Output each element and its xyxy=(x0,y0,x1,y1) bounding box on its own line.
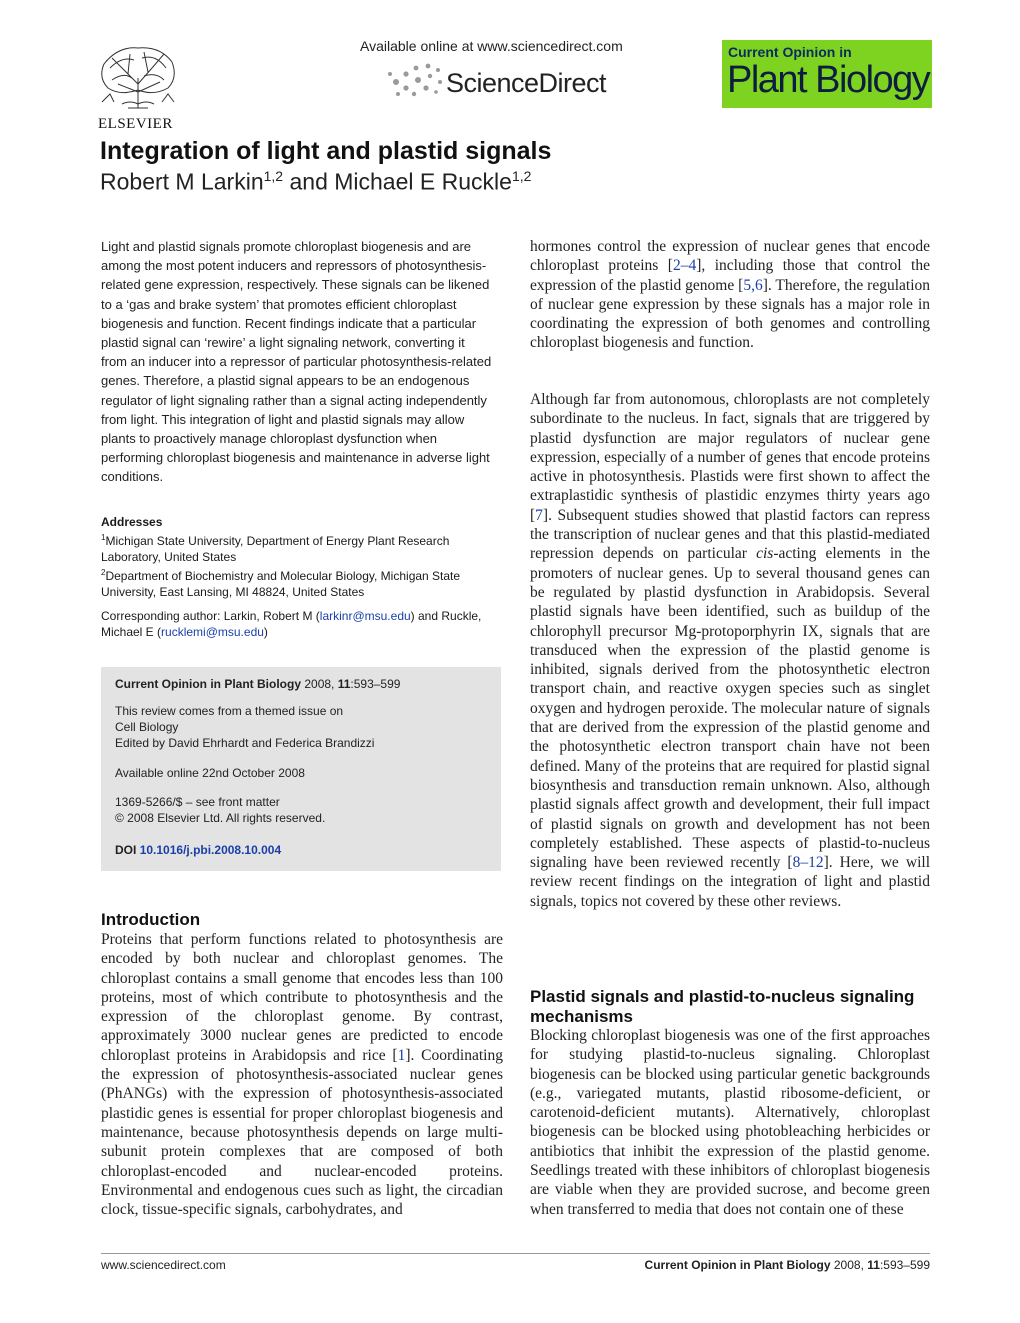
corresponding-middle: ) and Ruckle, Michael E ( xyxy=(101,609,482,639)
doi-line xyxy=(115,842,281,858)
paragraph-text: ]. Therefore, the regulation of nuclear gene expression by these signals has a major role in coordinating the expression of both genomes and controlling chloroplast biogenesis and function. xyxy=(530,276,931,352)
themed-issue-topic: Cell Biology xyxy=(115,720,179,734)
author-affiliation-sup: 1,2 xyxy=(263,168,284,184)
themed-issue-editors: Edited by David Ehrhardt and Federica Brandizzi xyxy=(115,736,375,750)
reference-link[interactable]: 2–4 xyxy=(672,257,697,275)
address-item xyxy=(101,565,501,600)
paragraph-text: Although far from autonomous, chloroplasts are not completely subordinate to the nucleus. In fact, signals that are triggered by plastid dysfunction are major regulators of nuclear gene expression, especially of a number of genes that encode proteins active in photosynthesis. Plastids were first shown to affect the extraplastidic synthesis of plastidic enzymes thirty years ago [ xyxy=(530,391,930,524)
author-conjunction: and xyxy=(289,168,328,195)
article-authors xyxy=(100,168,531,196)
paragraph-text: hormones control the expression of nuclear genes that encode chloroplast proteins [ xyxy=(530,238,930,275)
abstract: Light and plastid signals promote chloroplast biogenesis and are among the most potent inducers and repressors of photosynthesis-related gene expression, respectively. These signals can be likened to a ‘gas and brake system’ that promotes efficient chloroplast biogenesis and function. Recent findings indicate that a particular plastid signal can ‘rewire’ a light signaling network, converting it from an inducer into a repressor of particular photosynthesis-related genes. Therefore, a plastid signal appears to be an endogenous regulator of light signaling rather than a signal acting independently from light. This integration of light and plastid signals may allow plants to proactively manage chloroplast dysfunction when performing chloroplast biogenesis and maintenance in adverse light conditions. xyxy=(101,239,492,485)
citation-journal: Current Opinion in Plant Biology xyxy=(115,677,301,691)
paragraph-text: ], including those that control the expression of the plastid genome [ xyxy=(530,257,930,294)
footer-pages: :593–599 xyxy=(879,1258,930,1272)
body-paragraph xyxy=(530,390,930,911)
reference-link[interactable]: 1 xyxy=(397,1046,406,1064)
journal-logo-line1: Current Opinion in xyxy=(728,44,852,60)
footer-year: 2008, xyxy=(833,1258,864,1272)
elsevier-logo xyxy=(98,44,180,132)
italic-term: cis xyxy=(756,545,774,563)
article-title: Integration of light and plastid signals xyxy=(100,137,552,165)
addresses xyxy=(101,514,501,600)
citation-year: 2008, xyxy=(304,677,335,691)
corresponding-author xyxy=(101,608,501,640)
address-text: Department of Biochemistry and Molecular Biology, Michigan State University, East Lansing, MI 48824, United States xyxy=(101,569,461,599)
paragraph-text: ]. Subsequent studies showed that plastid factors can repress the transcription of nuclear genes and that this plastid-mediated repression depends on particular xyxy=(530,506,930,563)
address-sup: 2 xyxy=(101,568,106,577)
address-item xyxy=(101,530,501,565)
available-online-text: Available online at www.sciencedirect.com xyxy=(360,38,623,54)
elsevier-tree-icon xyxy=(98,44,178,110)
footer-website[interactable]: www.sciencedirect.com xyxy=(101,1258,226,1272)
email-link[interactable]: larkinr@msu.edu xyxy=(319,609,411,623)
footer-journal: Current Opinion in Plant Biology xyxy=(644,1258,831,1272)
reference-link[interactable]: 8–12 xyxy=(792,854,824,872)
paragraph-text: ]. Here, we will review recent findings on the integration of light and plastid signals, topics not covered by these other reviews. xyxy=(530,854,930,910)
paragraph-text: ]. Coordinating the expression of photosynthesis-associated nuclear genes (PhANGs) with the expression of photosynthesis-associated plastidic genes is essential for proper chloroplast biogenesis and maintenance, because photosynthesis depends on large multi-subunit protein complexes that are composed of both chloroplast-encoded and nuclear-encoded proteins. Environmental and endogenous cues such as light, the circadian clock, tissue-specific signals, carbohydrates, and xyxy=(101,1046,503,1219)
article-info-box xyxy=(101,667,501,871)
copyright-line: © 2008 Elsevier Ltd. All rights reserved. xyxy=(115,811,326,825)
address-text: Michigan State University, Department of Energy Plant Research Laboratory, United States xyxy=(101,534,450,564)
doi-label: DOI xyxy=(115,843,137,857)
author-name: Michael E Ruckle xyxy=(334,168,512,195)
reference-link[interactable]: 5,6 xyxy=(743,276,763,294)
sciencedirect-wordmark: ScienceDirect xyxy=(446,68,607,98)
available-online-date: Available online 22nd October 2008 xyxy=(115,766,305,780)
doi-link[interactable]: 10.1016/j.pbi.2008.10.004 xyxy=(139,843,282,857)
plastid-section-paragraph: Blocking chloroplast biogenesis was one of the first approaches for studying plastid-to-nucleus signaling. Chloroplast biogenesis can be blocked using particular genetic backgrounds (e.g., variegated mutants, plastid ribosome-deficient, or carotenoid-deficient mutants). Alternatively, chloroplast biogenesis can be blocked using photobleaching herbicides or antibiotics that inhibit the expression of the plastid genome. Seedlings treated with these inhibitors of chloroplast biogenesis are viable when they are provided sucrose, and become green when transferred to media that does not contain one of these xyxy=(530,1027,930,1218)
journal-logo-box xyxy=(722,40,932,108)
paragraph-text: Proteins that perform functions related to photosynthesis are encoded by both nuclear and chloroplast genomes. The chloroplast contains a small genome that encodes less than 100 proteins, most of which contribute to photosynthesis and the expression of the chloroplast genome. By contrast, approximately 3000 nuclear genes are predicted to encode chloroplast proteins in Arabidopsis and rice [ xyxy=(101,931,503,1064)
citation-pages: :593–599 xyxy=(350,677,401,691)
address-sup: 1 xyxy=(101,533,106,542)
journal-logo-line2: Plant Biology xyxy=(727,59,930,101)
citation-line xyxy=(115,676,400,692)
addresses-heading: Addresses xyxy=(101,515,163,529)
issn-line: 1369-5266/$ – see front matter xyxy=(115,795,280,809)
introduction-paragraph xyxy=(101,930,503,1219)
corresponding-suffix: ) xyxy=(263,625,268,639)
reference-link[interactable]: 7 xyxy=(535,506,543,524)
corresponding-prefix: Corresponding author: Larkin, Robert M ( xyxy=(101,609,320,623)
section-heading-plastid-signals: Plastid signals and plastid-to-nucleus signaling mechanisms xyxy=(530,987,915,1026)
publisher-name: ELSEVIER xyxy=(98,116,173,132)
footer-citation xyxy=(560,1258,930,1272)
email-link[interactable]: rucklemi@msu.edu xyxy=(161,625,264,639)
body-paragraph xyxy=(530,237,930,353)
citation-volume: 11 xyxy=(337,677,351,691)
sciencedirect-dots-icon xyxy=(386,60,446,100)
author-affiliation-sup: 1,2 xyxy=(511,168,532,184)
section-heading-introduction: Introduction xyxy=(101,910,201,929)
author-name: Robert M Larkin xyxy=(100,168,264,195)
footer-divider xyxy=(101,1253,930,1254)
footer-volume: 11 xyxy=(867,1258,880,1272)
themed-issue-line: This review comes from a themed issue on xyxy=(115,704,344,718)
paragraph-text: -acting elements in the promoters of nuclear genes. Up to several thousand genes can be regulated by plastid dysfunction in Arabidopsis. Several plastid signals have been identified, such as buildup of the chlorophyll precursor Mg-protoporphyrin IX, signals that are transduced when the expression of the plastid genome is inhibited, signals derived from the photosynthetic electron transport chain, and reactive oxygen species such as singlet oxygen and hydrogen peroxide. The molecular nature of signals that are derived from the expression of the plastid genome and the photosynthetic electron transport chain have not been defined. Many of the proteins that are required for plastid signal biosynthesis and transduction remain unknown. Also, although plastid signals affect growth and development, their full impact of plastid signals on growth and development has not been completely established. These aspects of plastid-to-nucleus signaling have been reviewed recently [ xyxy=(530,545,930,872)
